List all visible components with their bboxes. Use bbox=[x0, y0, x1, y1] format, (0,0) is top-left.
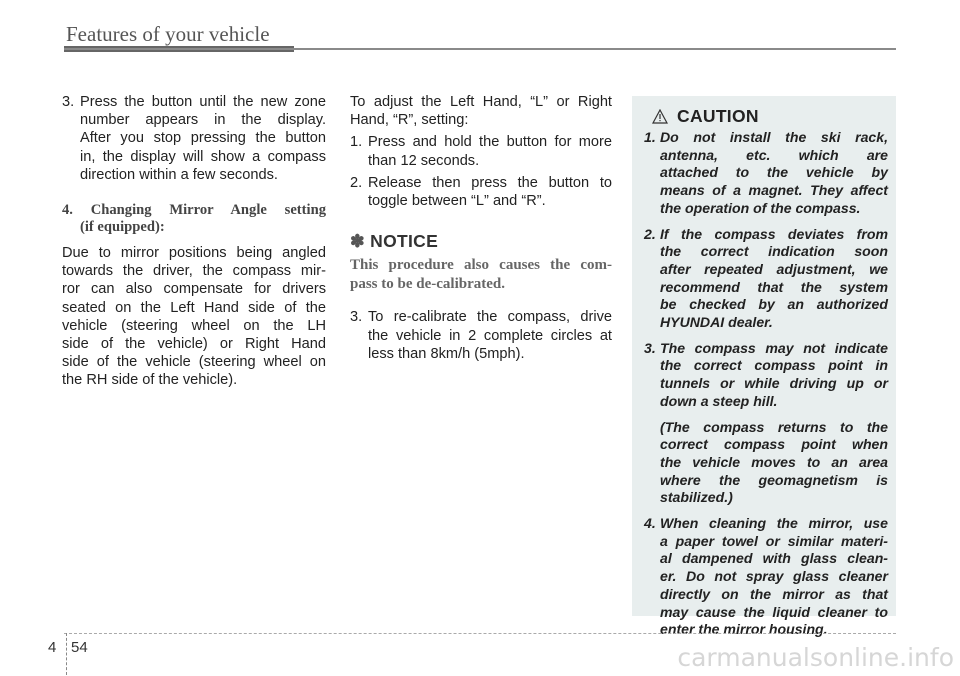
text-line: (The compass returns to the bbox=[660, 418, 888, 435]
item-number: 3. bbox=[644, 339, 656, 356]
text-line: When cleaning the mirror, use bbox=[660, 515, 888, 532]
mirror-angle-paragraph bbox=[62, 244, 326, 390]
watermark: carmanualsonline.info bbox=[677, 643, 954, 672]
step-number: 3. bbox=[350, 309, 363, 326]
text-line: the operation of the compass. bbox=[660, 199, 861, 216]
page-number: 54 bbox=[71, 639, 88, 656]
text-line: pass to be de-calibrated. bbox=[350, 276, 505, 293]
text-line: vehicle (steering wheel on the LH bbox=[62, 317, 326, 334]
section-heading bbox=[62, 202, 326, 236]
text-line: direction within a few seconds. bbox=[80, 166, 278, 183]
notice-title: NOTICE bbox=[370, 231, 439, 252]
step-2-toggle bbox=[350, 174, 612, 210]
caution-item bbox=[644, 515, 888, 639]
text-line: HYUNDAI dealer. bbox=[660, 314, 773, 331]
text-line: toggle between “L” and “R”. bbox=[368, 193, 546, 210]
header-rule bbox=[64, 48, 896, 50]
notice-heading bbox=[350, 232, 612, 250]
caution-item bbox=[644, 129, 888, 218]
step-number: 3. bbox=[62, 94, 75, 110]
text-line: the vehicle in 2 complete circles at bbox=[368, 327, 612, 344]
text-line: Do not install the ski rack, bbox=[660, 129, 888, 145]
text-line: a paper towel or similar materi- bbox=[660, 532, 888, 549]
text-line: the RH side of the vehicle). bbox=[62, 372, 238, 389]
text-line: be checked by an authorized bbox=[660, 296, 888, 313]
notice-body bbox=[350, 256, 612, 294]
adjust-intro bbox=[350, 93, 612, 129]
item-number: 4. bbox=[644, 515, 656, 532]
caution-header bbox=[644, 106, 888, 127]
middle-column bbox=[350, 93, 612, 363]
step-1-hold-button bbox=[350, 133, 612, 169]
left-column bbox=[62, 93, 326, 390]
page-header-title: Features of your vehicle bbox=[66, 22, 270, 46]
text-line: means of a magnet. They affect bbox=[660, 182, 888, 199]
caution-item bbox=[644, 226, 888, 332]
text-line: directly on the mirror as that bbox=[660, 585, 888, 602]
step-number: 1. bbox=[350, 134, 363, 151]
text-line: er. Do not spray glass cleaner bbox=[660, 568, 888, 585]
warning-triangle-icon bbox=[652, 109, 668, 124]
text-line: To adjust the Left Hand, “L” or Right bbox=[350, 94, 612, 110]
text-line: If the compass deviates from bbox=[660, 225, 888, 242]
text-line: antenna, etc. which are bbox=[660, 146, 888, 163]
page-divider bbox=[66, 633, 67, 675]
text-line: Release then press the button to bbox=[368, 174, 612, 191]
caution-item-note bbox=[644, 419, 888, 508]
chapter-number: 4 bbox=[48, 639, 57, 656]
text-line: Hand, “R”, setting: bbox=[350, 112, 469, 129]
caution-title: CAUTION bbox=[677, 106, 759, 126]
text-line: tunnels or while driving up or bbox=[660, 375, 888, 392]
text-line: number appears in the display. bbox=[80, 112, 326, 129]
text-line: side of the vehicle) or Right Hand bbox=[62, 336, 326, 353]
item-number: 1. bbox=[644, 129, 656, 145]
text-line: To re-calibrate the compass, drive bbox=[368, 309, 612, 326]
text-line: correct compass point when bbox=[660, 436, 888, 453]
text-line: down a steep hill. bbox=[660, 392, 778, 409]
heading-line: 4. Changing Mirror Angle setting bbox=[62, 202, 326, 219]
caution-item bbox=[644, 340, 888, 411]
heading-line: (if equipped): bbox=[80, 219, 165, 236]
text-line: the correct compass point in bbox=[660, 357, 888, 374]
text-line: towards the driver, the compass mir- bbox=[62, 263, 326, 280]
text-line: less than 8km/h (5mph). bbox=[368, 345, 525, 362]
text-line: than 12 seconds. bbox=[368, 152, 480, 169]
text-line: stabilized.) bbox=[660, 489, 733, 506]
step-number: 2. bbox=[350, 174, 363, 191]
caution-box bbox=[632, 96, 896, 638]
text-line: Press and hold the button for more bbox=[368, 134, 612, 151]
text-line: in, the display will show a compass bbox=[80, 148, 326, 165]
text-line: where the geomagnetism is bbox=[660, 471, 888, 488]
text-line: enter the mirror housing. bbox=[660, 621, 828, 638]
item-number: 2. bbox=[644, 225, 656, 242]
text-line: seated on the Left Hand side of the bbox=[62, 299, 326, 316]
text-line: side of the vehicle (steering wheel on bbox=[62, 354, 326, 371]
text-line: ror can also compensate for drivers bbox=[62, 281, 326, 298]
notice-star-icon: ✽ bbox=[350, 231, 365, 252]
text-line: This procedure also causes the com- bbox=[350, 257, 612, 274]
text-line: the correct indication soon bbox=[660, 243, 888, 260]
text-line: recommend that the system bbox=[660, 278, 888, 295]
text-line: may cause the liquid cleaner to bbox=[660, 603, 888, 620]
text-line: after repeated adjustment, we bbox=[660, 260, 888, 277]
text-line: Press the button until the new zone bbox=[80, 94, 326, 110]
step-3-recalibrate bbox=[350, 308, 612, 363]
text-line: the vehicle moves to an area bbox=[660, 453, 888, 470]
text-line: After you stop pressing the button bbox=[80, 130, 326, 147]
text-line: The compass may not indicate bbox=[660, 339, 888, 356]
text-line: attached to the vehicle by bbox=[660, 164, 888, 181]
step-3-calibration-zone bbox=[62, 93, 326, 184]
text-line: al dampened with glass clean- bbox=[660, 550, 888, 567]
footer-rule bbox=[64, 633, 896, 634]
text-line: Due to mirror positions being angled bbox=[62, 245, 326, 262]
